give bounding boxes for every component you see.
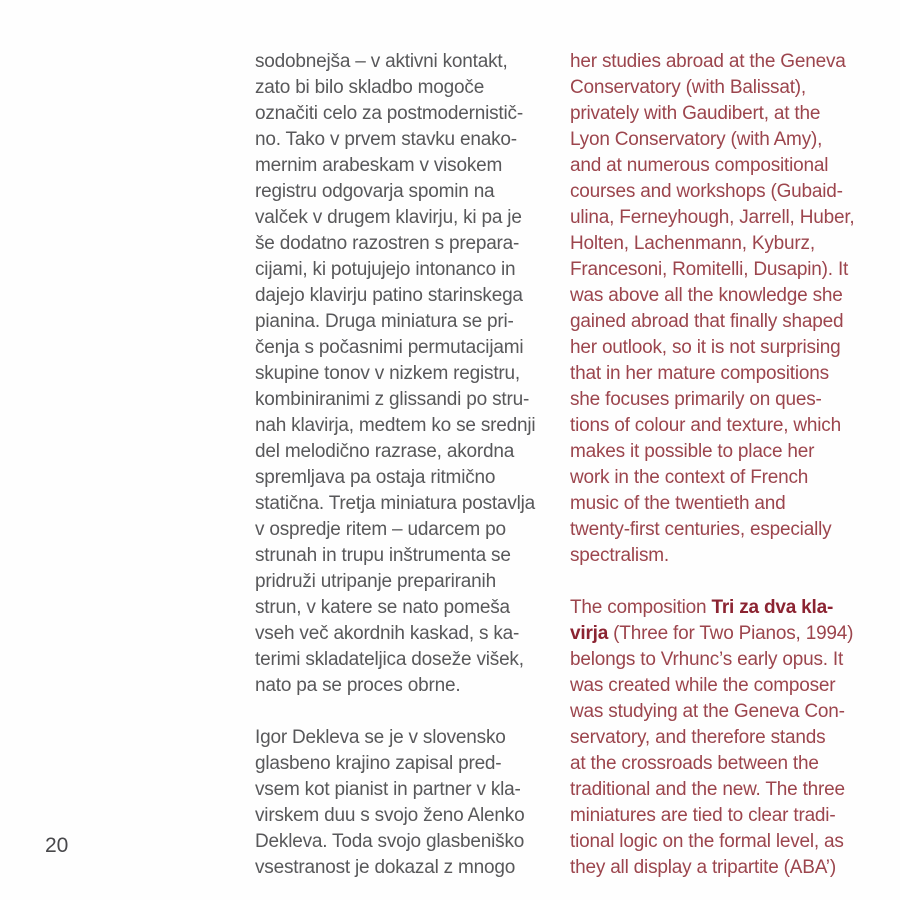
text-segment: pridruži utripanje prepariranih — [255, 571, 496, 592]
text-line — [570, 465, 855, 491]
text-line — [255, 361, 535, 387]
text-line — [570, 101, 855, 127]
text-segment: Dekleva. Toda svojo glasbeniško — [255, 831, 525, 852]
text-line — [255, 231, 535, 257]
text-line — [255, 855, 535, 881]
text-line — [570, 491, 855, 517]
text-segment: Holten, Lachenmann, Kyburz, — [570, 233, 815, 254]
text-line — [570, 621, 855, 647]
text-segment: spectralism. — [570, 545, 669, 566]
text-line — [255, 647, 535, 673]
text-segment: cijami, ki potujujejo intonanco in — [255, 259, 516, 280]
text-line — [570, 75, 855, 101]
text-segment: that in her mature compositions — [570, 363, 829, 384]
text-segment: tions of colour and texture, which — [570, 415, 841, 436]
text-line — [255, 829, 535, 855]
text-line — [570, 595, 855, 621]
text-segment: v ospredje ritem – udarcem po — [255, 519, 506, 540]
text-segment: kombiniranimi z glissandi po stru- — [255, 389, 530, 410]
text-segment: čenja s počasnimi permutacijami — [255, 337, 524, 358]
text-line — [570, 49, 855, 75]
text-line — [570, 803, 855, 829]
text-segment: makes it possible to place her — [570, 441, 815, 462]
text-line — [570, 647, 855, 673]
text-segment: was created while the composer — [570, 675, 836, 696]
text-segment: privately with Gaudibert, at the — [570, 103, 821, 124]
text-segment: she focuses primarily on ques- — [570, 389, 822, 410]
paragraph — [570, 595, 855, 881]
text-segment: work in the context of French — [570, 467, 809, 488]
text-segment: Francesoni, Romitelli, Dusapin). It — [570, 259, 849, 280]
text-line — [570, 777, 855, 803]
text-segment: vsem kot pianist in partner v kla- — [255, 779, 521, 800]
text-segment: skupine tonov v nizkem registru, — [255, 363, 520, 384]
right-column-english-text — [570, 49, 855, 907]
text-line — [255, 75, 535, 101]
paragraph — [255, 49, 535, 699]
text-line — [255, 257, 535, 283]
text-segment: registru odgovarja spomin na — [255, 181, 495, 202]
text-line — [255, 439, 535, 465]
text-segment: music of the twentieth and — [570, 493, 786, 514]
text-segment: vsestranost je dokazal z mnogo — [255, 857, 516, 878]
text-segment: was above all the knowledge she — [570, 285, 843, 306]
text-line — [255, 751, 535, 777]
text-line — [570, 231, 855, 257]
text-segment: tional logic on the formal level, as — [570, 831, 844, 852]
text-segment: glasbeno krajino zapisal pred- — [255, 753, 502, 774]
text-segment: pianina. Druga miniatura se pri- — [255, 311, 514, 332]
text-segment: valček v drugem klavirju, ki pa je — [255, 207, 522, 228]
text-line — [255, 621, 535, 647]
paragraph — [255, 725, 535, 881]
text-line — [255, 491, 535, 517]
text-segment: nah klavirja, medtem ko se srednji — [255, 415, 536, 436]
text-line — [570, 257, 855, 283]
text-segment: zato bi bilo skladbo mogoče — [255, 77, 485, 98]
text-segment: was studying at the Geneva Con- — [570, 701, 845, 722]
text-line — [255, 387, 535, 413]
text-segment: še dodatno razostren s prepara- — [255, 233, 520, 254]
text-line — [570, 855, 855, 881]
text-segment: traditional and the new. The three — [570, 779, 845, 800]
text-segment: miniatures are tied to clear tradi- — [570, 805, 836, 826]
text-line — [570, 517, 855, 543]
text-segment: del melodično razrase, akordna — [255, 441, 515, 462]
text-segment: and at numerous compositional — [570, 155, 829, 176]
text-segment: virskem duu s svojo ženo Alenko — [255, 805, 525, 826]
page-number: 20 — [45, 834, 69, 857]
text-line — [255, 309, 535, 335]
text-line — [255, 335, 535, 361]
text-segment: spremljava pa ostaja ritmično — [255, 467, 496, 488]
text-segment: nato pa se proces obrne. — [255, 675, 461, 696]
text-line — [255, 465, 535, 491]
text-segment: servatory, and therefore stands — [570, 727, 826, 748]
text-line — [255, 517, 535, 543]
text-line — [255, 777, 535, 803]
text-line — [255, 803, 535, 829]
text-segment: strunah in trupu inštrumenta se — [255, 545, 511, 566]
text-line — [570, 309, 855, 335]
text-segment: terimi skladateljica doseže višek, — [255, 649, 524, 670]
text-segment: strun, v katere se nato pomeša — [255, 597, 510, 618]
composition-title-bold: virja — [570, 623, 609, 644]
text-segment: her outlook, so it is not surprising — [570, 337, 841, 358]
left-column-slovenian-text — [255, 49, 535, 907]
text-segment: belongs to Vrhunc’s early opus. It — [570, 649, 844, 670]
text-segment: Lyon Conservatory (with Amy), — [570, 129, 823, 150]
text-segment: twenty-first centuries, especially — [570, 519, 832, 540]
text-segment: vseh več akordnih kaskad, s ka- — [255, 623, 520, 644]
text-segment: ulina, Ferneyhough, Jarrell, Huber, — [570, 207, 855, 228]
text-line — [570, 829, 855, 855]
text-segment: dajejo klavirju patino starinskega — [255, 285, 523, 306]
text-line — [570, 361, 855, 387]
text-line — [255, 49, 535, 75]
text-line — [570, 413, 855, 439]
text-line — [570, 439, 855, 465]
text-line — [255, 127, 535, 153]
text-segment: sodobnejša – v aktivni kontakt, — [255, 51, 508, 72]
text-segment: gained abroad that finally shaped — [570, 311, 844, 332]
text-segment: they all display a tripartite (ABA’) — [570, 857, 836, 878]
text-line — [570, 335, 855, 361]
text-line — [255, 569, 535, 595]
text-line — [570, 179, 855, 205]
text-line — [255, 725, 535, 751]
text-segment: (Three for Two Pianos, 1994) — [608, 623, 854, 644]
text-line — [255, 153, 535, 179]
text-line — [570, 699, 855, 725]
text-line — [255, 179, 535, 205]
text-line — [255, 101, 535, 127]
text-line — [570, 751, 855, 777]
text-line — [570, 543, 855, 569]
text-line — [570, 205, 855, 231]
text-line — [570, 673, 855, 699]
text-segment: courses and workshops (Gubaid- — [570, 181, 843, 202]
text-segment: Conservatory (with Balissat), — [570, 77, 806, 98]
text-segment: Igor Dekleva se je v slovensko — [255, 727, 506, 748]
text-segment: at the crossroads between the — [570, 753, 819, 774]
text-segment: no. Tako v prvem stavku enako- — [255, 129, 517, 150]
text-line — [255, 673, 535, 699]
text-line — [570, 283, 855, 309]
text-segment: mernim arabeskam v visokem — [255, 155, 503, 176]
text-segment: her studies abroad at the Geneva — [570, 51, 846, 72]
text-segment: The composition — [570, 597, 712, 618]
paragraph — [570, 49, 855, 569]
text-segment: statična. Tretja miniatura postavlja — [255, 493, 536, 514]
text-line — [255, 543, 535, 569]
composition-title-bold: Tri za dva kla- — [711, 597, 834, 618]
text-line — [255, 413, 535, 439]
text-line — [570, 153, 855, 179]
text-line — [570, 725, 855, 751]
text-segment: označiti celo za postmodernistič- — [255, 103, 523, 124]
text-line — [570, 387, 855, 413]
text-line — [255, 205, 535, 231]
text-line — [570, 127, 855, 153]
text-line — [255, 595, 535, 621]
text-line — [255, 283, 535, 309]
